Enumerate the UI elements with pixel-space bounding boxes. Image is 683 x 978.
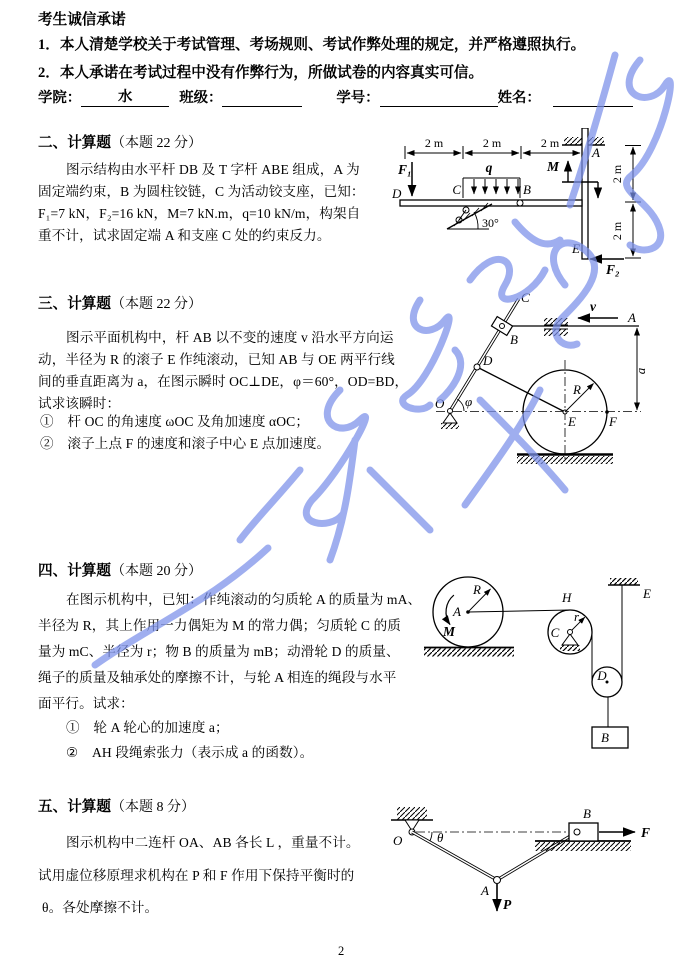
problem4-line: ② AH 段绳索张力（表示成 a 的函数）。 bbox=[66, 745, 314, 760]
problem4-figure bbox=[422, 562, 662, 762]
student-info-row bbox=[38, 86, 633, 107]
problem3-line: 试求该瞬时： bbox=[38, 396, 121, 411]
label-F1: F₁ bbox=[398, 162, 412, 177]
bar-AE bbox=[582, 128, 588, 259]
label-C: C bbox=[452, 182, 461, 197]
label-P: P bbox=[503, 897, 512, 912]
dim-label: 2 m bbox=[482, 136, 502, 150]
pin-B bbox=[517, 200, 523, 206]
label-A: A bbox=[628, 310, 636, 325]
label-M: M bbox=[442, 624, 456, 639]
ground-hatch bbox=[424, 649, 514, 657]
block-B bbox=[592, 727, 628, 748]
label-E: E bbox=[568, 414, 576, 429]
dim-label: 2 m bbox=[610, 164, 624, 184]
slider-B bbox=[569, 823, 598, 841]
ceiling-hatch bbox=[397, 807, 427, 820]
label-F2: F₂ bbox=[606, 262, 620, 277]
label-B: B bbox=[601, 730, 609, 745]
problem4-line: 半径为 R，其上作用一力偶矩为 M 的常力偶；匀质轮 C 的质 bbox=[38, 618, 401, 633]
problem2-line: 图示结构由水平杆 DB 及 T 字杆 ABE 组成，A 为 bbox=[66, 162, 360, 177]
label-B: B bbox=[523, 182, 531, 197]
label-F: F bbox=[609, 414, 617, 429]
rope-AH bbox=[468, 610, 570, 612]
label-B: B bbox=[583, 806, 591, 821]
problem4-line: 在图示机构中，已知：作纯滚动的匀质轮 A 的质量为 mA、 bbox=[66, 592, 422, 607]
label-D: D bbox=[483, 353, 493, 368]
dim-label: 2 m bbox=[424, 136, 444, 150]
ground-hatch bbox=[517, 456, 613, 464]
integrity-item-1: 1．本人清楚学校关于考试管理、考场规则、考试作弊处理的规定，并严格遵照执行。 bbox=[38, 37, 586, 53]
label-O: O bbox=[435, 396, 445, 411]
problem5-line: θ。各处摩擦不计。 bbox=[42, 900, 159, 915]
problem2-line: 固定端约束，B 为圆柱铰链，C 为活动铰支座，已知： bbox=[38, 184, 365, 199]
label-A: A bbox=[481, 883, 489, 898]
name-field bbox=[553, 89, 633, 107]
problem3-title: 三、计算题（本题 22 分） bbox=[38, 296, 202, 312]
label-E: E bbox=[572, 241, 580, 256]
problem3-line: ② 滚子上点 F 的速度和滚子中心 E 点加速度。 bbox=[40, 436, 331, 451]
problem4-line: 面平行。试求： bbox=[38, 696, 134, 711]
label-M: M bbox=[546, 159, 559, 174]
label-C: C bbox=[550, 625, 560, 640]
label-B: B bbox=[510, 332, 518, 347]
support-C bbox=[562, 634, 578, 645]
page-number: 2 bbox=[338, 944, 345, 958]
problem4-line: 绳子的质量及轴承处的摩擦不计，与轮 A 相连的绳段与水平 bbox=[38, 670, 397, 685]
class-label: 班级： bbox=[179, 90, 223, 106]
pin-A bbox=[494, 877, 501, 884]
dim-label: 2 m bbox=[610, 221, 624, 241]
problem3-line: 动，半径为 R 的滚子 E 作纯滚动，已知 AB 与 OE 两平行线 bbox=[38, 352, 395, 367]
label-q: q bbox=[485, 160, 493, 175]
label-a: a bbox=[633, 367, 648, 375]
ceiling-hatch bbox=[610, 578, 638, 585]
problem2-line: F₁=7 kN，F₂=16 kN，M=7 kN.m，q=10 kN/m，构架自 bbox=[38, 206, 361, 221]
college-label: 学院： bbox=[38, 90, 82, 106]
link-DE bbox=[477, 367, 565, 412]
problem4-line: 量为 mC、半径为 r；物 B 的质量为 mB；动滑轮 D 的质量、 bbox=[38, 644, 400, 659]
label-A: A bbox=[592, 145, 600, 160]
problem5-line: 图示机构中二连杆 OA、AB 各长 L ，重量不计。 bbox=[66, 835, 360, 850]
support-O bbox=[443, 413, 457, 423]
problem3-line: 间的垂直距离为 a，在图示瞬时 OC⊥DE，φ＝60°，OD=BD， bbox=[38, 374, 409, 389]
problem5-line: 试用虚位移原理求机构在 P 和 F 作用下保持平衡时的 bbox=[38, 868, 355, 883]
problem3-line: ① 杆 OC 的角速度 ωOC 及角加速度 αOC； bbox=[40, 414, 310, 429]
label-C: C bbox=[521, 292, 530, 305]
label-E: E bbox=[643, 586, 651, 601]
pin-D bbox=[474, 364, 480, 370]
problem4-title: 四、计算题（本题 20 分） bbox=[38, 563, 202, 579]
problem4-line: ① 轮 A 轮心的加速度 a； bbox=[66, 720, 229, 735]
label-O: O bbox=[393, 833, 403, 848]
surface-hatch bbox=[535, 842, 631, 851]
label-D: D bbox=[392, 186, 402, 201]
label-theta: θ bbox=[437, 830, 444, 845]
class-field bbox=[222, 89, 302, 107]
student-id-label: 学号： bbox=[336, 90, 380, 106]
dim-label: 2 m bbox=[540, 136, 560, 150]
college-field: 水 bbox=[81, 89, 169, 107]
label-R: R bbox=[573, 382, 581, 397]
student-id-field bbox=[380, 89, 498, 107]
label-r: r bbox=[574, 609, 580, 624]
integrity-item-2: 2．本人承诺在考试过程中没有作弊行为，所做试卷的内容真实可信。 bbox=[38, 65, 484, 81]
label-30deg: 30° bbox=[482, 216, 499, 230]
problem2-title: 二、计算题（本题 22 分） bbox=[38, 135, 202, 151]
label-D: D bbox=[597, 668, 607, 683]
label-R: R bbox=[473, 582, 481, 597]
label-A: A bbox=[453, 604, 461, 619]
label-v: v bbox=[590, 299, 596, 314]
problem3-line: 图示平面机构中，杆 AB 以不变的速度 v 沿水平方向运 bbox=[66, 330, 394, 345]
problem3-figure bbox=[398, 292, 680, 474]
label-F: F bbox=[641, 825, 651, 840]
pin-B bbox=[574, 829, 580, 835]
name-label: 姓名： bbox=[497, 90, 541, 106]
integrity-title: 考生诚信承诺 bbox=[38, 12, 126, 28]
problem5-title: 五、计算题（本题 8 分） bbox=[38, 799, 195, 815]
problem2-figure bbox=[392, 128, 654, 280]
problem5-figure bbox=[385, 792, 660, 932]
guide-hatch bbox=[544, 318, 568, 325]
guide-hatch bbox=[544, 329, 568, 336]
problem2-line: 重不计，试求固定端 A 和支座 C 处的约束反力。 bbox=[38, 228, 331, 243]
label-H: H bbox=[562, 590, 572, 605]
label-phi: φ bbox=[465, 394, 473, 409]
